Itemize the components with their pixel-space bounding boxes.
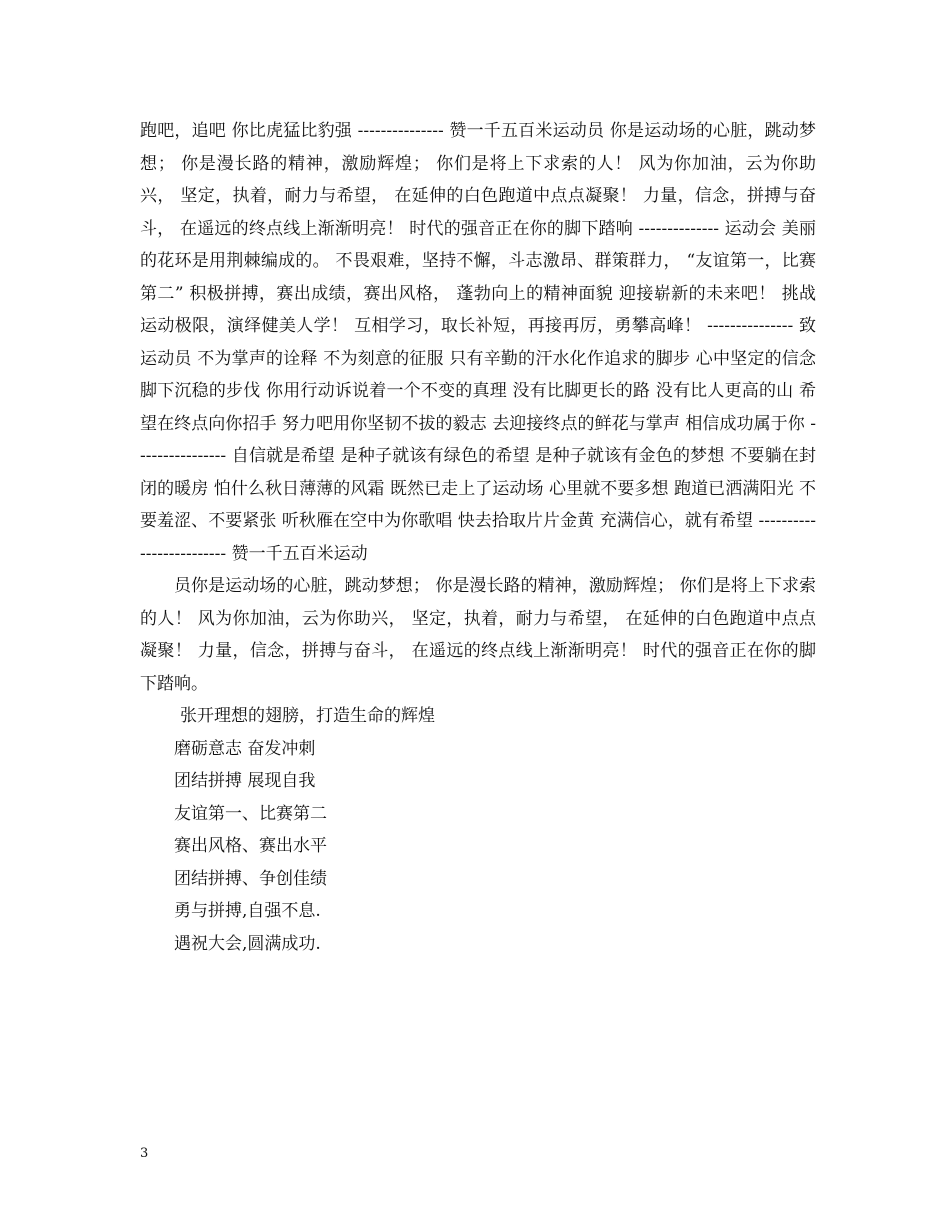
slogan-line: 勇与拼搏,自强不息. [174, 901, 321, 921]
slogan-line: 赛出风格、赛出水平 [174, 836, 327, 856]
slogan-line: 遇祝大会,圆满成功. [174, 933, 321, 954]
slogan-line: 团结拼搏、争创佳绩 [174, 868, 327, 889]
slogan-line: 友谊第一、比赛第二 [174, 803, 327, 824]
body-text [140, 115, 816, 960]
slogan-line: 张开理想的翅膀，打造生命的辉煌 [180, 706, 435, 726]
slogan-line: 团结拼搏 展现自我 [174, 771, 316, 791]
slogan-line: 磨砺意志 奋发冲刺 [174, 738, 316, 759]
slogan-list [140, 700, 816, 960]
page-number: 3 [140, 1146, 149, 1161]
poem-paragraph: 跑吧，追吧 你比虎猛比豹强 --------------- 赞一千五百米运动员 你是运动场的心脏，跳动梦想； 你是漫长路的精神，激励辉煌； 你们是将上下求索的人！ 风为你加油，云为你助兴， 坚定，执着，耐力与希望， 在延伸的白色跑道中点点凝聚！ 力量，信念，拼搏与奋斗， 在遥远的终点线上渐渐明亮！ 时代的强音正在你的脚下踏响 -------------- 运动会 美丽的花环是用荆棘编成的。 不畏艰难，坚持不懈，斗志激昂、群策群力， “友谊第一，比赛第二” 积极拼搏，赛出成绩，赛出风格， 蓬勃向上的精神面貌 迎接崭新的未来吧！ 挑战运动极限，演绎健美人学！ 互相学习，取长补短，再接再厉，勇攀高峰！ --------------- 致运动员 不为掌声的诠释 不为刻意的征服 只有辛勤的汗水化作追求的脚步 心中坚定的信念 脚下沉稳的步伐 你用行动诉说着一个不变的真理 没有比脚更长的路 没有比人更高的山 希望在终点向你招手 努力吧用你坚韧不拔的毅志 去迎接终点的鲜花与掌声 相信成功属于你 ---------------- 自信就是希望 是种子就该有绿色的希望 是种子就该有金色的梦想 不要躺在封闭的暖房 怕什么秋日薄薄的风霜 既然已走上了运动场 心里就不要多想 跑道已洒满阳光 不要羞涩、不要紧张 听秋雁在空中为你歌唱 快去拾取片片金黄 充满信心，就有希望 ------------------------- 赞一千五百米运动 [140, 121, 816, 564]
continuation-paragraph: 员你是运动场的心脏，跳动梦想； 你是漫长路的精神，激励辉煌； 你们是将上下求索的人！ 风为你加油，云为你助兴， 坚定，执着，耐力与希望， 在延伸的白色跑道中点点凝聚！ 力量，信念，拼搏与奋斗， 在遥远的终点线上渐渐明亮！ 时代的强音正在你的脚下踏响。 [140, 576, 816, 694]
